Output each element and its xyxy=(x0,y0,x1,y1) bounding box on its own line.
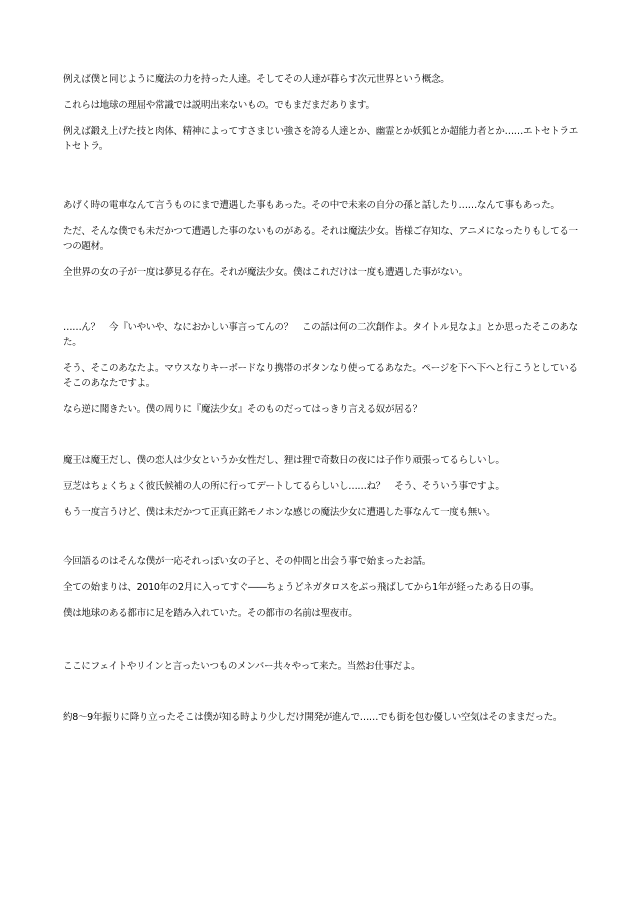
paragraph: なら逆に聞きたい。僕の周りに『魔法少女』そのものだってはっきり言える奴が居る？ xyxy=(63,404,422,415)
paragraph: 僕は地球のある都市に足を踏み入れていた。その都市の名前は聖夜市。 xyxy=(63,608,358,619)
paragraph: ただ、そんな僕でも未だかつて遭遇した事のないものがある。それは魔法少女。皆様ご存知な、アニメになったりもしてる一つの題材。 xyxy=(63,226,578,252)
paragraph: これらは地球の理屈や常識では説明出来ないもの。でもまだまだあります。 xyxy=(63,100,375,111)
paragraph: 例えば鍛え上げた技と肉体、精神によってすさまじい強さを誇る人達とか、幽霊とか妖狐とか超能力者とか……エトセトラエトセトラ。 xyxy=(63,126,578,152)
paragraph: 豆芝はちょくちょく彼氏候補の人の所に行ってデートしてるらしいし……ね？ そう、そういう事ですよ。 xyxy=(63,481,505,492)
paragraph: 全ての始まりは、2010年の2月に入ってすぐ――ちょうどネガタロスをぶっ飛ばしてから1年が経ったある日の事。 xyxy=(63,582,540,593)
paragraph: 今回語るのはそんな僕が一応それっぽい女の子と、その仲間と出会う事で始まったお話。 xyxy=(63,556,432,567)
paragraph: 約8～9年振りに降り立ったそこは僕が知る時より少しだけ開発が進んで……でも街を包む優しい空気はそのままだった。 xyxy=(63,712,563,723)
paragraph: 魔王は魔王だし、僕の恋人は少女というか女性だし、狸は狸で奇数日の夜には子作り頑張ってるらしいし。 xyxy=(63,455,505,466)
paragraph: ここにフェイトやリインと言ったいつものメンバー共々やって来た。当然お仕事だよ。 xyxy=(63,661,421,672)
paragraph: 全世界の女の子が一度は夢見る存在。それが魔法少女。僕はこれだけは一度も遭遇した事がない。 xyxy=(63,267,468,278)
paragraph: そう、そこのあなたよ。マウスなりキーボードなり携帯のボタンなり使ってるあなた。ページを下へ下へと行こうとしているそこのあなたですよ。 xyxy=(63,363,578,389)
body-text xyxy=(63,72,579,736)
paragraph: あげく時の電車なんて言うものにまで遭遇した事もあった。その中で未来の自分の孫と話したり……なんて事もあった。 xyxy=(63,200,560,211)
paragraph: ……ん？ 今『いやいや、なにおかしい事言ってんの？ この話は何の二次創作よ。タイトル見なよ』とか思ったそこのあなた。 xyxy=(63,322,578,348)
paragraph: 例えば僕と同じように魔法の力を持った人達。そしてその人達が暮らす次元世界という概念。 xyxy=(63,74,450,85)
paragraph: もう一度言うけど、僕は未だかつて正真正銘モノホンな感じの魔法少女に遭遇した事なんて一度も無い。 xyxy=(63,507,496,518)
